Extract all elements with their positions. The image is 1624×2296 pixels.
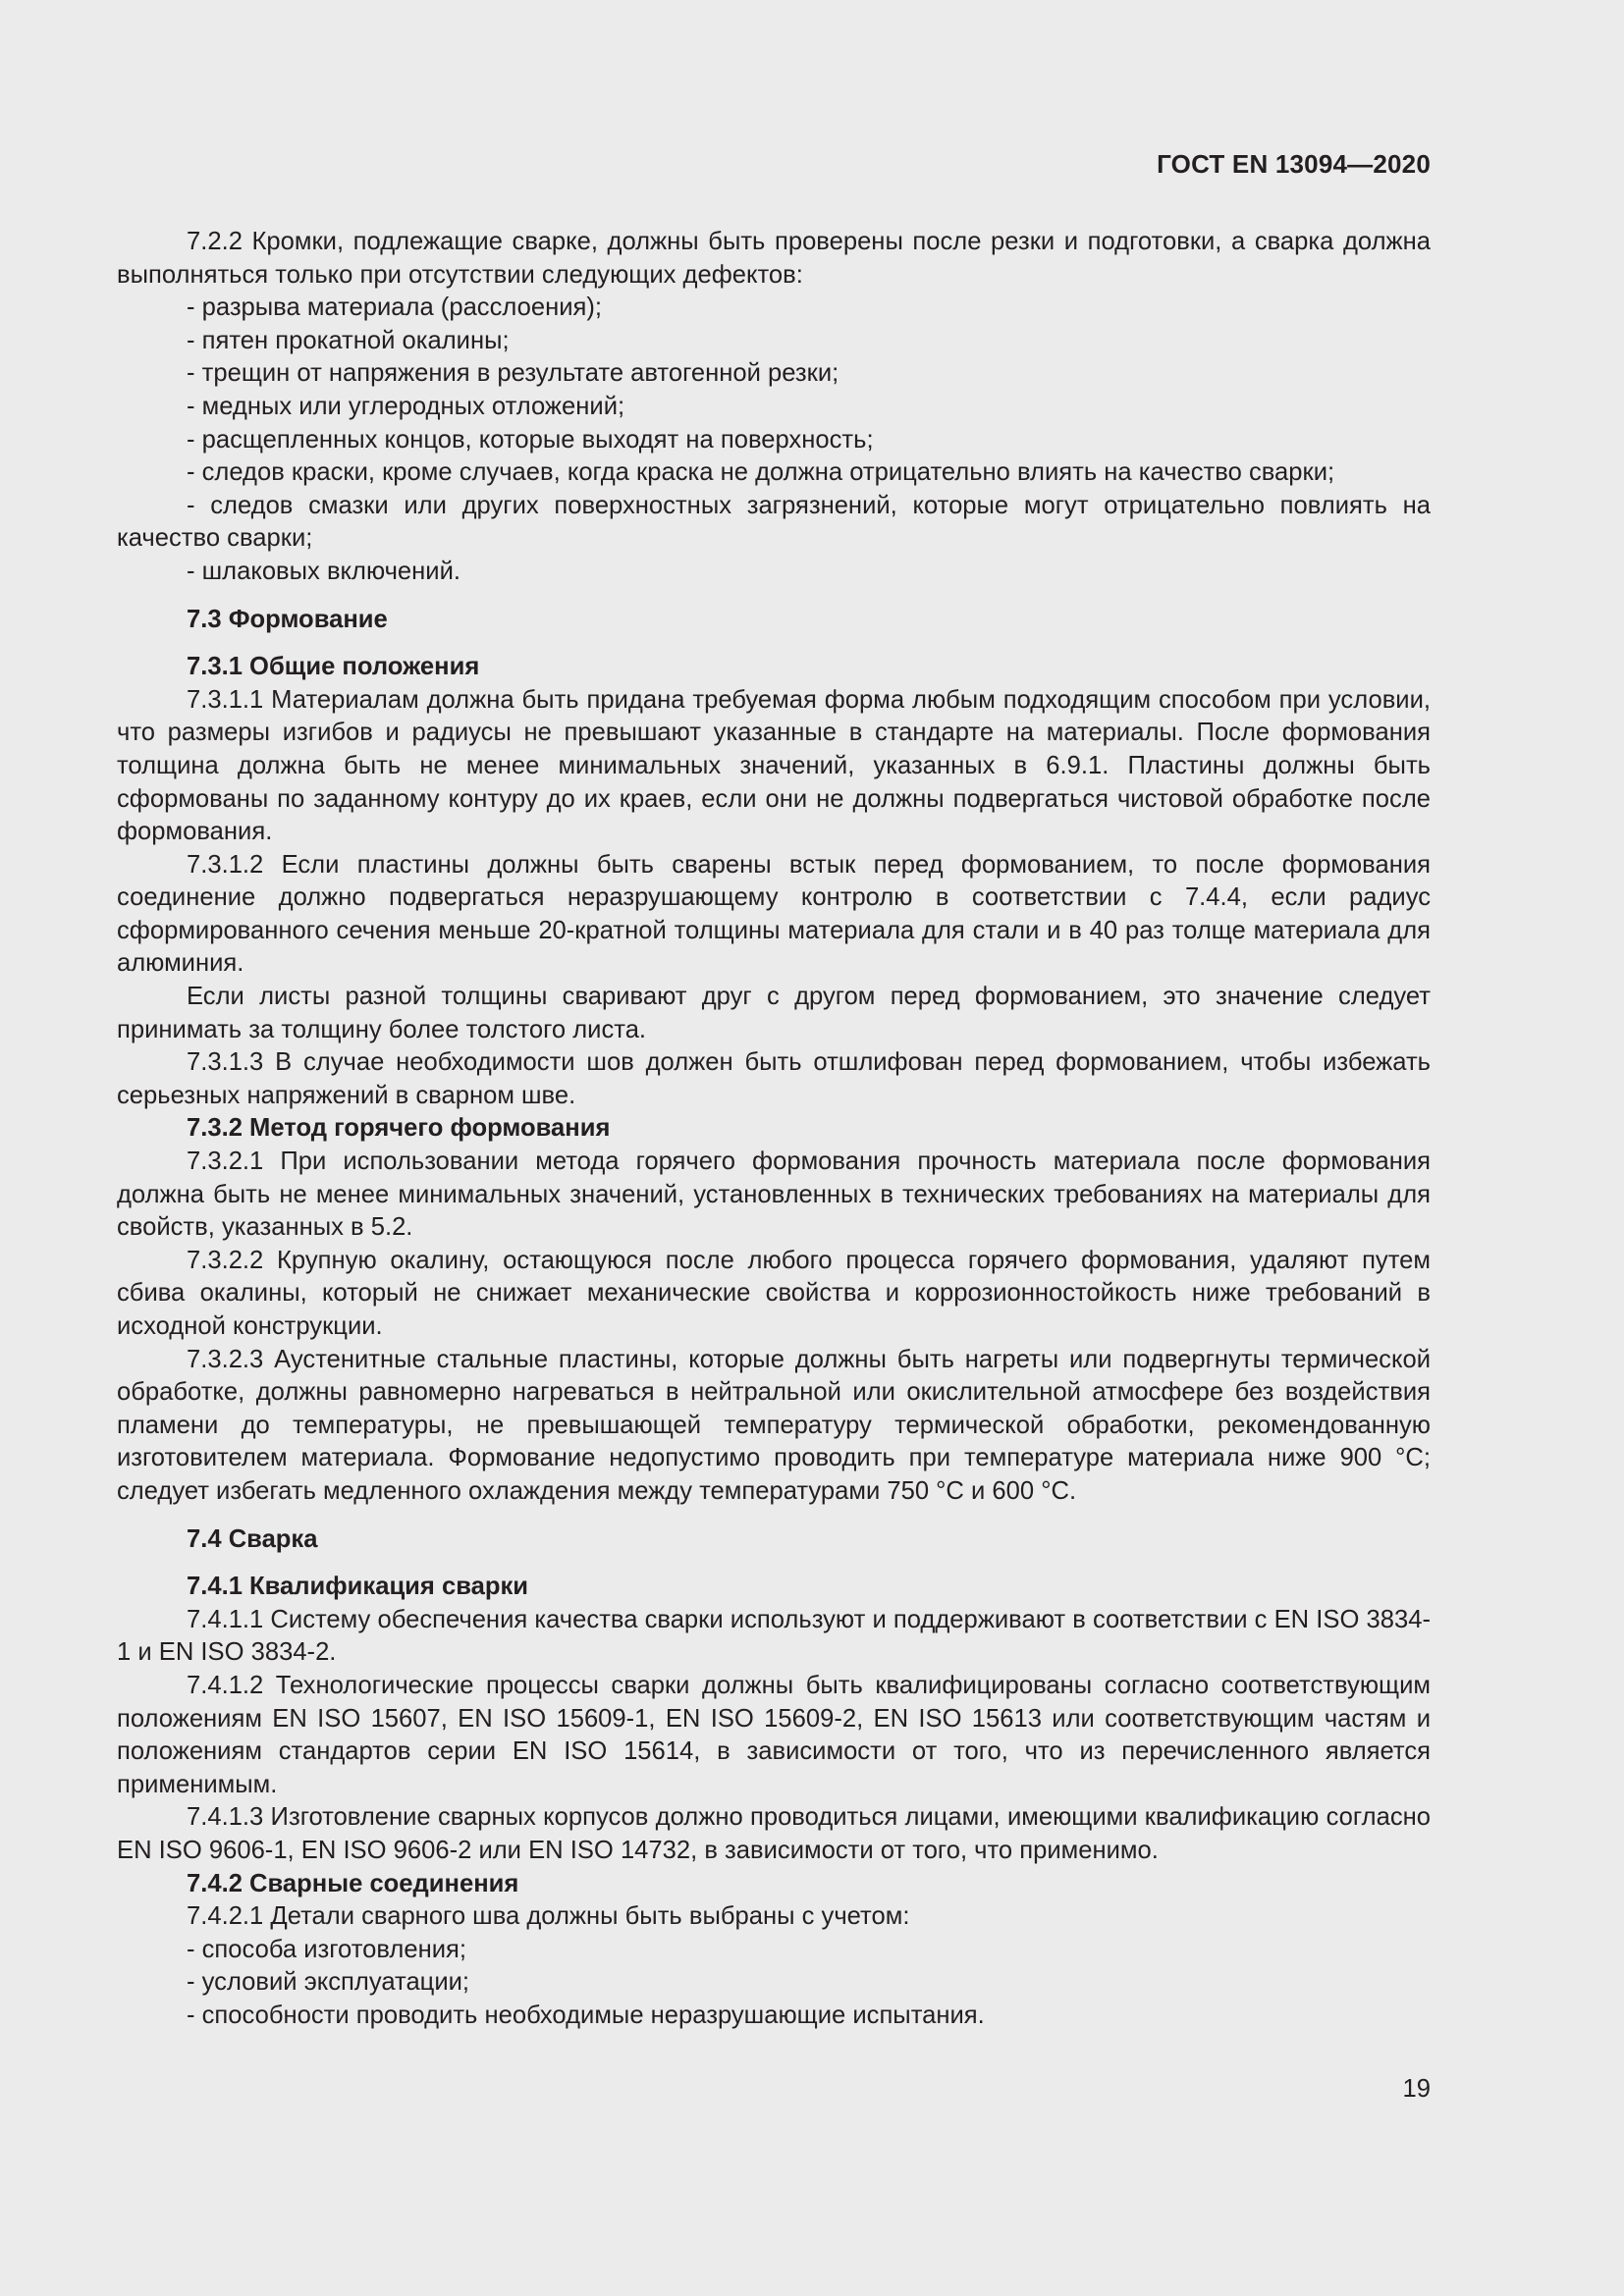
list-item-wrapped: - следов смазки или других поверхностных загрязнений, которые могут отрицательно повлиять на качество сварки;	[117, 491, 1431, 553]
paragraph-7-3-2-1: 7.3.2.1 При использовании метода горячего формования прочность материала после формования должна быть не менее минимальных значений, установленных в технических требованиях на материалы для свойств, указанных в 5.2.	[117, 1148, 1431, 1242]
section-heading-7-3: 7.3 Формование	[187, 605, 388, 633]
paragraph-7-3-1-2-note: Если листы разной толщины сваривают друг с другом перед формованием, это значение следует принимать за толщину более толстого листа.	[117, 983, 1431, 1043]
list-item: - способности проводить необходимые неразрушающие испытания.	[187, 2001, 985, 2029]
subsection-heading-7-3-2: 7.3.2 Метод горячего формования	[187, 1114, 611, 1143]
list-item: - медных или углеродных отложений;	[187, 392, 625, 420]
paragraph-7-4-1-2: 7.4.1.2 Технологические процессы сварки должны быть квалифицированы согласно соответствующим положениям EN ISO 15607, EN ISO 15609-1, EN ISO 15609-2, EN ISO 15613 или соответствующим частям и положениям стандартов серии EN ISO 15614, в зависимости от того, что из перечисленного является применимым.	[117, 1671, 1431, 1798]
list-item: - разрыва материала (расслоения);	[187, 294, 603, 322]
paragraph-7-3-2-2: 7.3.2.2 Крупную окалину, остающуюся после любого процесса горячего формования, удаляют путем сбива окалины, который не снижает механические свойства и коррозионностойкость ниже требований в исходной конструкции.	[117, 1246, 1431, 1340]
list-item: - способа изготовления;	[187, 1935, 466, 1963]
list-item: - пятен прокатной окалины;	[187, 326, 510, 354]
list-item: - следов краски, кроме случаев, когда краска не должна отрицательно влиять на качество сварки;	[187, 458, 1335, 487]
paragraph-7-4-1-3: 7.4.1.3 Изготовление сварных корпусов должно проводиться лицами, имеющими квалификацию согласно EN ISO 9606-1, EN ISO 9606-2 или EN ISO 14732, в зависимости от того, что применимо.	[117, 1803, 1431, 1864]
paragraph-7-4-1-1: 7.4.1.1 Систему обеспечения качества сварки используют и поддерживают в соответствии с EN ISO 3834-1 и EN ISO 3834-2.	[117, 1605, 1431, 1667]
paragraph-7-3-1-3: 7.3.1.3 В случае необходимости шов должен быть отшлифован перед формованием, чтобы избежать серьезных напряжений в сварном шве.	[117, 1048, 1431, 1109]
paragraph-7-3-2-3: 7.3.2.3 Аустенитные стальные пластины, которые должны быть нагреты или подвергнуты термической обработке, должны равномерно нагреваться в нейтральной или окислительной атмосфере без воздействия пламени до температуры, не превышающей температуру термической обработки, рекомендованную изготовителем материала. Формование недопустимо проводить при температуре материала ниже 900 °С; следует избегать медленного охлаждения между температурами 750 °С и 600 °С.	[117, 1345, 1431, 1505]
list-item: - шлаковых включений.	[187, 557, 461, 585]
subsection-heading-7-3-1: 7.3.1 Общие положения	[187, 653, 480, 681]
paragraph-7-3-1-2: 7.3.1.2 Если пластины должны быть сварены встык перед формованием, то после формования соединение должно подвергаться неразрушающему контролю в соответствии с 7.4.4, если радиус сформированного сечения меньше 20-кратной толщины материала для стали и в 40 раз толще материала для алюминия.	[117, 850, 1431, 978]
document-body	[117, 226, 1431, 2032]
list-item: - трещин от напряжения в результате автогенной резки;	[187, 359, 839, 388]
document-header: ГОСТ EN 13094—2020	[1157, 149, 1431, 179]
list-item: - расщепленных концов, которые выходят на поверхность;	[187, 425, 874, 454]
paragraph-7-4-2-1: 7.4.2.1 Детали сварного шва должны быть выбраны с учетом:	[187, 1902, 910, 1931]
page-number: 19	[1402, 2075, 1431, 2103]
paragraph-7-2-2: 7.2.2 Кромки, подлежащие сварке, должны быть проверены после резки и подготовки, а сварка должна выполняться только при отсутствии следующих дефектов:	[117, 228, 1431, 289]
section-heading-7-4: 7.4 Сварка	[187, 1524, 318, 1553]
subsection-heading-7-4-2: 7.4.2 Сварные соединения	[187, 1869, 519, 1897]
subsection-heading-7-4-1: 7.4.1 Квалификация сварки	[187, 1573, 529, 1601]
paragraph-7-3-1-1: 7.3.1.1 Материалам должна быть придана требуемая форма любым подходящим способом при условии, что размеры изгибов и радиусы не превышают указанные в стандарте на материалы. После формования толщина должна быть не менее минимальных значений, указанных в 6.9.1. Пластины должны быть сформованы по заданному контуру до их краев, если они не должны подвергаться чистовой обработке после формования.	[117, 685, 1431, 846]
list-item: - условий эксплуатации;	[187, 1968, 470, 1997]
